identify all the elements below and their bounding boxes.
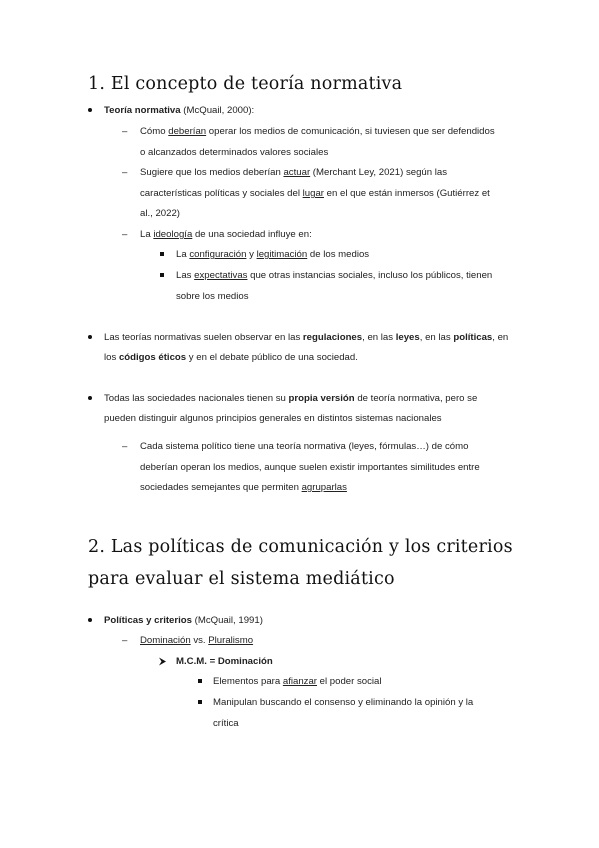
subitem-como-deberian-cont: o alcanzados determinados valores sociales <box>140 147 329 158</box>
section-1-title: 1. El concepto de teoría normativa <box>88 74 403 94</box>
bullet-icon <box>88 104 92 117</box>
bullet-icon <box>88 614 92 627</box>
dash-icon <box>122 166 127 179</box>
subitem-cada-sistema-cont: deberían operan los medios, aunque suelen existir importantes similitudes entre <box>140 462 480 473</box>
square-bullet-icon <box>160 248 164 261</box>
subsubitem-expectativas: Las expectativas que otras instancias sociales, incluso los públicos, tienen <box>176 270 493 281</box>
subitem-sugiere: Sugiere que los medios deberían actuar (Merchant Ley, 2021) según las <box>140 167 448 178</box>
section-2-title: 2. Las políticas de comunicación y los criterios <box>88 537 513 557</box>
subitem-como-deberian: Cómo deberían operar los medios de comunicación, si tuviesen que ser defendidos <box>140 126 495 137</box>
bullet-icon <box>88 331 92 344</box>
dash-icon <box>122 125 127 138</box>
bullet-icon <box>88 392 92 405</box>
subitem-dominacion: Dominación vs. Pluralismo <box>140 635 254 646</box>
item-manipulan-cont: crítica <box>213 718 239 729</box>
subsubitem-configuracion: La configuración y legitimación de los medios <box>176 249 370 260</box>
dash-icon <box>122 228 127 241</box>
subitem-cada-sistema: Cada sistema político tiene una teoría normativa (leyes, fórmulas…) de cómo <box>140 441 469 452</box>
square-bullet-icon <box>160 269 164 282</box>
item-afianzar: Elementos para afianzar el poder social <box>213 676 382 687</box>
arrow-bullet-icon <box>158 655 167 668</box>
bullet-regulaciones: Las teorías normativas suelen observar en las regulaciones, en las leyes, en las políticas, en <box>104 332 509 343</box>
bullet-teoria-normativa: Teoría normativa (McQuail, 2000): <box>104 105 255 116</box>
square-bullet-icon <box>198 675 202 688</box>
subitem-cada-sistema-cont2: sociedades semejantes que permiten agruparlas <box>140 482 347 493</box>
bullet-politicas-criterios: Políticas y criterios (McQuail, 1991) <box>104 615 263 626</box>
section-2-title-cont: para evaluar el sistema mediático <box>88 569 395 589</box>
subitem-sugiere-cont2: al., 2022) <box>140 208 181 219</box>
subsubitem-mcm: M.C.M. = Dominación <box>176 656 273 667</box>
subitem-sugiere-cont: características políticas y sociales del lugar en el que están inmersos (Gutiérrez et <box>140 188 490 199</box>
subitem-ideologia: La ideología de una sociedad influye en: <box>140 229 312 240</box>
subsubitem-expectativas-cont: sobre los medios <box>176 291 249 302</box>
bullet-propia-version-cont: pueden distinguir algunos principios generales en distintos sistemas nacionales <box>104 413 442 424</box>
item-manipulan: Manipulan buscando el consenso y eliminando la opinión y la <box>213 697 474 708</box>
square-bullet-icon <box>198 696 202 709</box>
bullet-propia-version: Todas las sociedades nacionales tienen su propia versión de teoría normativa, pero se <box>104 393 478 404</box>
dash-icon <box>122 440 127 453</box>
bullet-regulaciones-cont: los códigos éticos y en el debate público de una sociedad. <box>104 352 358 363</box>
dash-icon <box>122 634 127 647</box>
